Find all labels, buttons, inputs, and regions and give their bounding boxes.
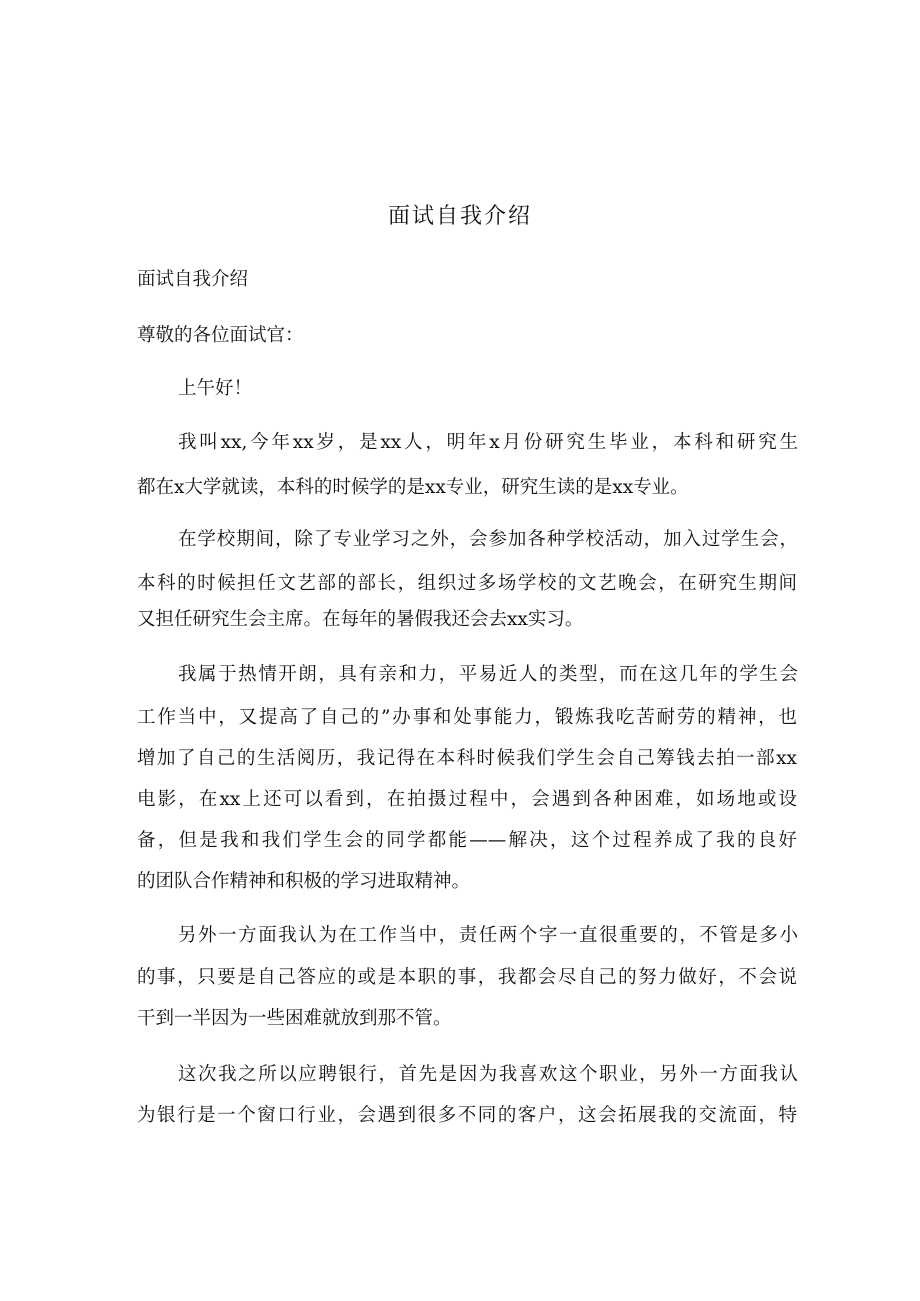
paragraph-line: 工作当中，又提高了自己的”办事和处事能力，锻炼我吃苦耐劳的精神，也 (137, 707, 797, 728)
subtitle: 面试自我介绍 (137, 269, 249, 290)
paragraph-line: 干到一半因为一些困难就放到那不管。 (137, 1008, 452, 1029)
paragraph-line: 本科的时候担任文艺部的部长，组织过多场学校的文艺晚会，在研究生期间 (137, 573, 797, 594)
greeting: 上午好！ (178, 378, 253, 399)
paragraph-line: 在学校期间，除了专业学习之外，会参加各种学校活动，加入过学生会， (178, 529, 798, 550)
paragraph-line: 为银行是一个窗口行业，会遇到很多不同的客户，这会拓展我的交流面，特 (137, 1105, 797, 1126)
paragraph-line: 都在x大学就读，本科的时候学的是xx专业，研究生读的是xx专业。 (137, 477, 689, 498)
paragraph-line: 电影，在xx上还可以看到，在拍摄过程中，会遇到各种困难，如场地或设 (137, 789, 797, 810)
paragraph-line: 我叫xx,今年xx岁，是xx人，明年x月份研究生毕业，本科和研究生 (178, 432, 798, 453)
paragraph-line: 增加了自己的生活阅历，我记得在本科时候我们学生会自己筹钱去拍一部xx (137, 748, 797, 769)
document-title: 面试自我介绍 (387, 204, 532, 229)
paragraph-line: 的团队合作精神和积极的学习进取精神。 (137, 871, 471, 892)
salutation: 尊敬的各位面试官： (137, 325, 304, 346)
paragraph-line: 备，但是我和我们学生会的同学都能——解决，这个过程养成了我的良好 (137, 830, 797, 851)
paragraph-line: 另外一方面我认为在工作当中，责任两个字一直很重要的，不管是多小 (178, 925, 798, 946)
paragraph-line: 的事，只要是自己答应的或是本职的事，我都会尽自己的努力做好，不会说 (137, 967, 797, 988)
paragraph-line: 这次我之所以应聘银行，首先是因为我喜欢这个职业，另外一方面我认 (178, 1064, 798, 1085)
paragraph-line: 又担任研究生会主席。在每年的暑假我还会去xx实习。 (137, 609, 584, 630)
paragraph-line: 我属于热情开朗，具有亲和力，平易近人的类型，而在这几年的学生会 (178, 664, 798, 685)
